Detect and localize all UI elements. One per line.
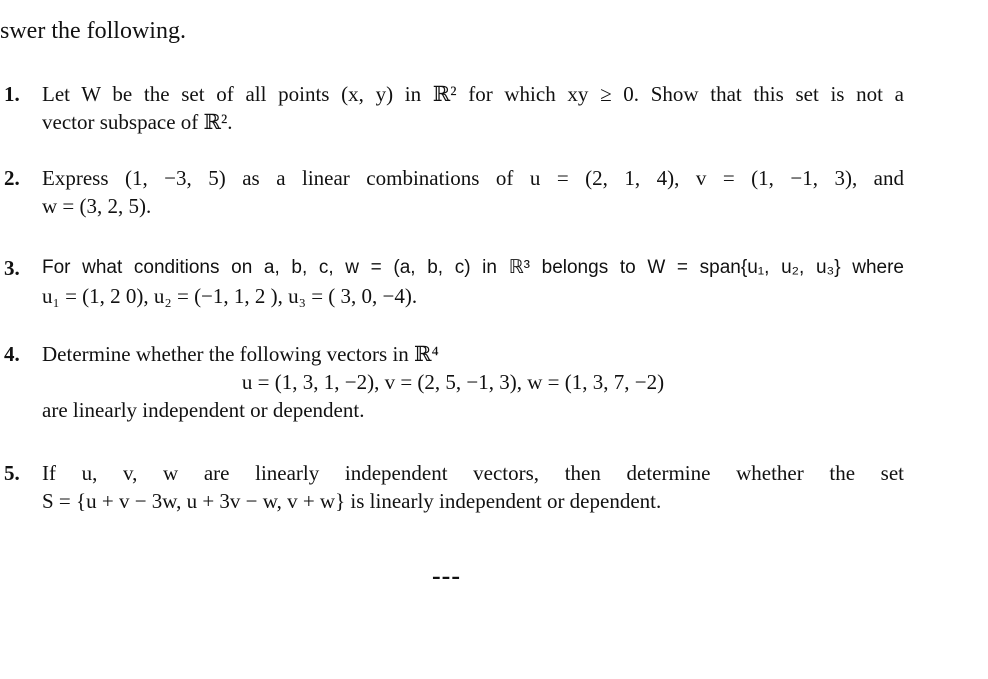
question-3 (4, 254, 904, 310)
question-number: 1. (4, 82, 20, 106)
instructions-heading: swer the following. (0, 18, 186, 44)
end-mark: --- (432, 561, 461, 590)
question-number: 5. (4, 461, 20, 485)
question-number: 2. (4, 166, 20, 190)
question-text-line: w = (3, 2, 5). (42, 194, 152, 218)
question-text-line: u₁ = (1, 2 0), u₂ = (−1, 1, 2 ), u₃ = ( 3, 0, −4). (42, 284, 418, 308)
question-2 (4, 164, 904, 220)
question-5 (4, 459, 904, 515)
question-text-line: If u, v, w are linearly independent vectors, then determine whether the set (42, 461, 904, 485)
question-1 (4, 80, 904, 136)
vector-list: u = (1, 3, 1, −2), v = (2, 5, −1, 3), w = (1, 3, 7, −2) (241, 370, 665, 394)
question-text-line: Let W be the set of all points (x, y) in ℝ² for which xy ≥ 0. Show that this set is not a (42, 82, 904, 106)
question-text-line: vector subspace of ℝ². (42, 110, 233, 134)
question-4 (4, 340, 904, 424)
question-number: 4. (4, 342, 20, 366)
question-text-line: are linearly independent or dependent. (42, 398, 365, 422)
question-number: 3. (4, 256, 20, 280)
question-text-line: Determine whether the following vectors in ℝ⁴ (42, 342, 439, 366)
question-text-line: S = {u + v − 3w, u + 3v − w, v + w} is linearly independent or dependent. (42, 489, 662, 513)
question-text-line: For what conditions on a, b, c, w = (a, b, c) in ℝ³ belongs to W = span{u₁, u₂, u₃} where (42, 257, 904, 278)
question-text-line: Express (1, −3, 5) as a linear combinations of u = (2, 1, 4), v = (1, −1, 3), and (42, 166, 904, 190)
